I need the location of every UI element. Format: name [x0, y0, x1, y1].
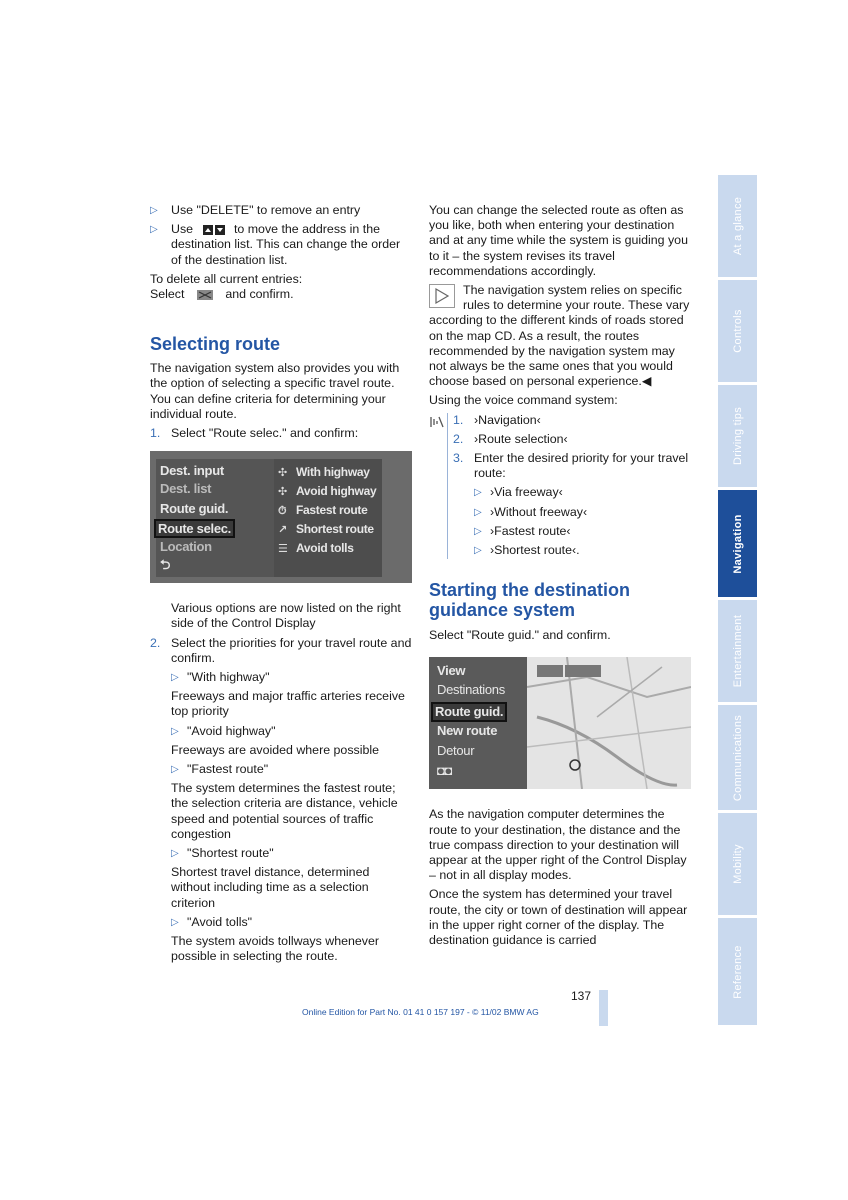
- stopwatch-icon: ⏱: [278, 505, 287, 518]
- up-down-keys-icon: [203, 225, 225, 235]
- option-label: ▷ "Avoid tolls": [171, 914, 253, 929]
- note: The navigation system relies on specific rules to determine your route. These vary according to the different kinds of roads stored on the map CD. As a result, the routes recommended by the navigation system may not always be the same ones that you would choose based on personal experience.◀: [429, 283, 690, 389]
- triangle-bullet-icon: ▷: [474, 545, 482, 557]
- menu-item: New route: [437, 723, 498, 739]
- step-2: 2. Select the priorities for your travel route and confirm.: [150, 635, 412, 665]
- option-label: ▷ "Shortest route": [171, 846, 274, 861]
- triangle-bullet-icon: ▷: [474, 487, 482, 499]
- tab-mobility[interactable]: Mobility: [718, 813, 757, 915]
- voice-step: 3. Enter the desired priority for your travel route:: [453, 451, 689, 481]
- page-number: 137: [571, 989, 592, 1003]
- display-menu: [156, 459, 274, 577]
- tab-communications[interactable]: Communications: [718, 705, 757, 810]
- option-description: Shortest travel distance, determined without including time as a selection criterion: [171, 865, 370, 910]
- route-intro: The navigation system also provides you with the option of selecting a specific travel route. You can define criteria for determining your individual route.: [150, 361, 400, 421]
- step-number: 3.: [453, 451, 464, 466]
- step-number: 1.: [453, 412, 464, 427]
- route-change-text: You can change the selected route as often as you like, both when entering your destination and at any time while the system is guiding you to it – the system revises its travel recommendations accordingly.: [429, 203, 688, 278]
- option-description: Freeways are avoided where possible: [171, 742, 379, 757]
- tab-driving-tips[interactable]: Driving tips: [718, 385, 757, 487]
- option-description: The system determines the fastest route; the selection criteria are distance, vehicle speed and potential sources of traffic congestion: [171, 781, 398, 841]
- tab-entertainment[interactable]: Entertainment: [718, 600, 757, 702]
- option-label: ▷ "Fastest route": [171, 762, 269, 777]
- tab-at-a-glance[interactable]: At a glance: [718, 175, 757, 277]
- toll-icon: ☰: [278, 543, 288, 556]
- option-fastest-route: ⏱ Fastest route: [278, 503, 367, 519]
- triangle-bullet-icon: ▷: [171, 764, 179, 776]
- option-avoid-tolls: ☰ Avoid tolls: [278, 541, 354, 557]
- tab-reference[interactable]: Reference: [718, 918, 757, 1025]
- heading-starting-guidance: Starting the destination guidance system: [429, 580, 631, 621]
- triangle-bullet-icon: ▷: [150, 205, 158, 216]
- step-number: 1.: [150, 426, 161, 441]
- menu-item: Dest. list: [160, 481, 212, 497]
- option-label: ▷ "With highway": [171, 670, 270, 685]
- option-description: Freeways and major traffic arteries receive top priority: [171, 689, 405, 719]
- triangle-bullet-icon: ▷: [171, 916, 179, 928]
- control-display-route-selection: [150, 451, 412, 583]
- menu-item: Route guid.: [160, 501, 229, 517]
- option-description: The system avoids tollways whenever possible in selecting the route.: [171, 934, 379, 964]
- menu-item-selected: Route guid.: [431, 702, 507, 721]
- ruler-icon: ↗: [278, 524, 287, 537]
- highway-icon: ✣: [278, 467, 287, 480]
- tab-navigation[interactable]: Navigation: [718, 490, 757, 597]
- voice-option: ▷ ›Shortest route‹.: [474, 543, 580, 558]
- menu-item: Location: [160, 539, 212, 555]
- menu-item: Destinations: [437, 682, 505, 698]
- select-route-guid-text: Select "Route guid." and confirm.: [429, 628, 611, 643]
- select-confirm-text: Select and confirm.: [150, 287, 294, 302]
- option-with-highway: ✣ With highway: [278, 465, 370, 481]
- menu-item: Detour: [437, 743, 475, 759]
- destination-display-text: Once the system has determined your travel route, the city or town of destination will appear in the upper right corner of the display. The destination guidance is carried: [429, 887, 688, 948]
- map-view-icon: ◘◘: [437, 763, 453, 779]
- voice-command-steps: [429, 413, 691, 559]
- voice-option: ▷ ›Without freeway‹: [474, 504, 588, 519]
- option-shortest-route: ↗ Shortest route: [278, 522, 374, 538]
- voice-option: ▷ ›Fastest route‹: [474, 523, 571, 538]
- page-number-bar: [599, 990, 608, 1026]
- menu-item: View: [437, 663, 466, 679]
- return-icon: ⮌: [160, 557, 171, 573]
- option-avoid-highway: ✣ Avoid highway: [278, 484, 376, 500]
- voice-option: ▷ ›Via freeway‹: [474, 485, 563, 500]
- voice-divider: [447, 413, 448, 559]
- bullet-delete: ▷ Use "DELETE" to remove an entry: [150, 203, 361, 217]
- footer-edition: Online Edition for Part No. 01 41 0 157 197 - © 11/02 BMW AG: [302, 1007, 539, 1017]
- voice-command-intro: Using the voice command system:: [429, 393, 618, 408]
- route-map: [527, 657, 691, 789]
- triangle-bullet-icon: ▷: [171, 672, 179, 684]
- voice-step: 1. ›Navigation‹: [453, 412, 541, 427]
- voice-step: 2. ›Route selection‹: [453, 431, 568, 446]
- bullet-move: ▷ Use to move the address in the destination list. This can change the order of the destination list.: [150, 222, 401, 267]
- step-number: 2.: [150, 635, 161, 650]
- control-display-route-guidance: [429, 657, 691, 789]
- option-label: ▷ "Avoid highway": [171, 723, 276, 738]
- delete-all-text: To delete all current entries:: [150, 271, 303, 286]
- right-column: [429, 203, 691, 952]
- step-number: 2.: [453, 431, 464, 446]
- compass-direction-text: As the navigation computer determines the route to your destination, the distance and the true compass direction to your destination will appear at the upper right of the Control Display – not in all display modes.: [429, 807, 687, 883]
- triangle-bullet-icon: ▷: [171, 725, 179, 737]
- heading-selecting-route: Selecting route: [150, 334, 281, 355]
- display-options: [274, 459, 382, 577]
- options-listed-text: Various options are now listed on the right side of the Control Display: [171, 601, 401, 631]
- triangle-bullet-icon: ▷: [150, 224, 158, 236]
- tab-controls[interactable]: Controls: [718, 280, 757, 382]
- triangle-bullet-icon: ▷: [474, 525, 482, 537]
- menu-item-selected: Route selec.: [154, 519, 235, 538]
- highway-icon: ✣: [278, 486, 287, 499]
- delete-key-icon: [194, 290, 216, 300]
- display-menu: [429, 657, 527, 789]
- left-column: [150, 203, 412, 969]
- menu-item: Dest. input: [160, 463, 224, 479]
- note-icon: [429, 284, 455, 308]
- triangle-bullet-icon: ▷: [474, 506, 482, 518]
- voice-command-icon: [429, 415, 445, 429]
- triangle-bullet-icon: ▷: [171, 848, 179, 860]
- step-1: 1. Select "Route selec." and confirm:: [150, 426, 359, 441]
